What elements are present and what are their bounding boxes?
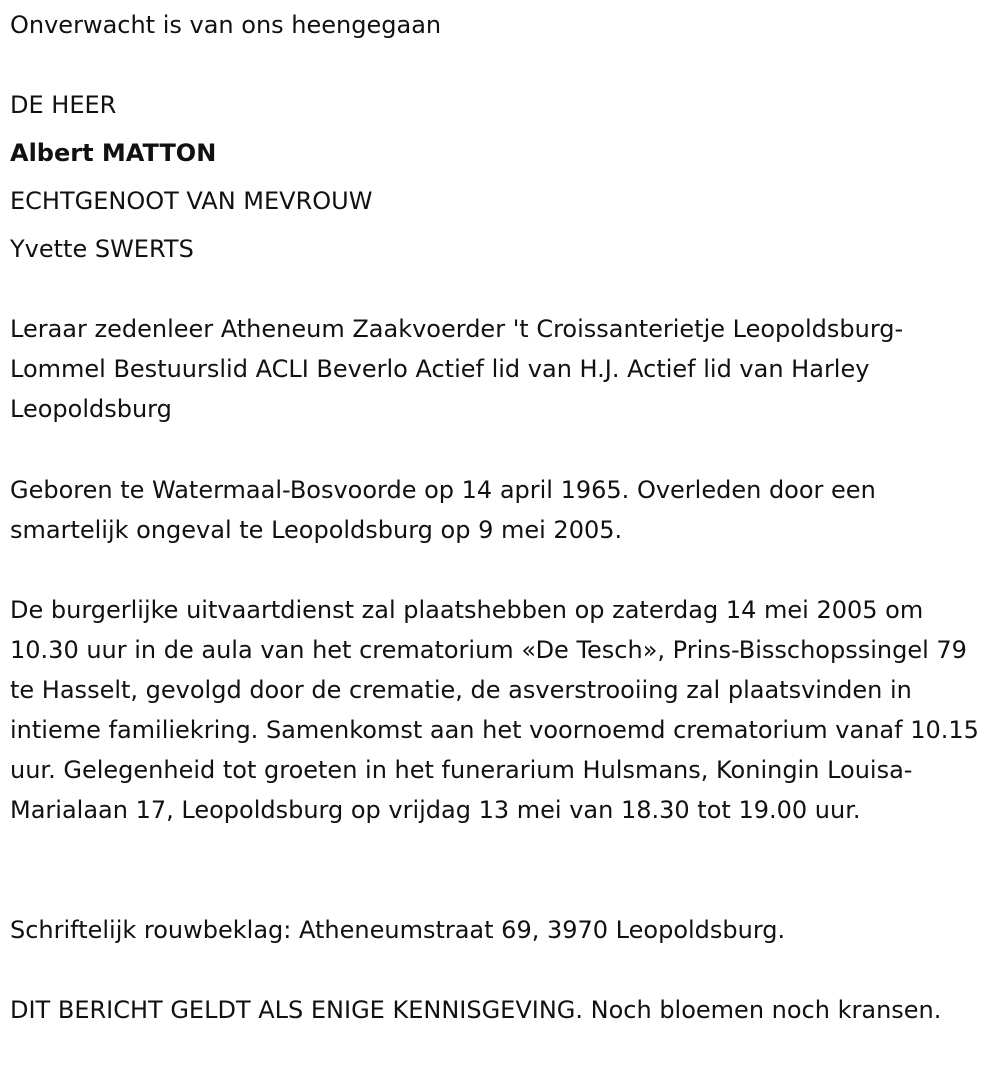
- deceased-name: Albert MATTON: [10, 139, 217, 167]
- spouse-name: Yvette SWERTS: [10, 235, 194, 263]
- spouse-label: ECHTGENOOT VAN MEVROUW: [10, 187, 373, 215]
- intro-line: Onverwacht is van ons heengegaan: [10, 11, 442, 39]
- occupation-paragraph: Leraar zedenleer Atheneum Zaakvoerder 't Croissanterietje Leopoldsburg-Lommel Bestuurslid ACLI Beverlo Actief lid van H.J. Actief lid van Harley Leopoldsburg: [10, 315, 904, 423]
- condolence-address: Schriftelijk rouwbeklag: Atheneumstraat 69, 3970 Leopoldsburg.: [10, 916, 786, 944]
- closing-paragraph: DIT BERICHT GELDT ALS ENIGE KENNISGEVING. Noch bloemen noch kransen.: [10, 996, 942, 1024]
- title-prefix: DE HEER: [10, 91, 117, 119]
- birth-death-paragraph: Geboren te Watermaal-Bosvoorde op 14 april 1965. Overleden door een smartelijk ongeval te Leopoldsburg op 9 mei 2005.: [10, 476, 876, 544]
- funeral-info-paragraph: De burgerlijke uitvaartdienst zal plaatshebben op zaterdag 14 mei 2005 om 10.30 uur in de aula van het crematorium «De Tesch», Prins-Bisschopssingel 79 te Hasselt, gevolgd door de crematie, de asverstrooiing zal plaatsvinden in intieme familiekring. Samenkomst aan het voornoemd crematorium vanaf 10.15 uur. Gelegenheid tot groeten in het funerarium Hulsmans, Koningin Louisa-Marialaan 17, Leopoldsburg op vrijdag 13 mei van 18.30 tot 19.00 uur.: [10, 596, 979, 824]
